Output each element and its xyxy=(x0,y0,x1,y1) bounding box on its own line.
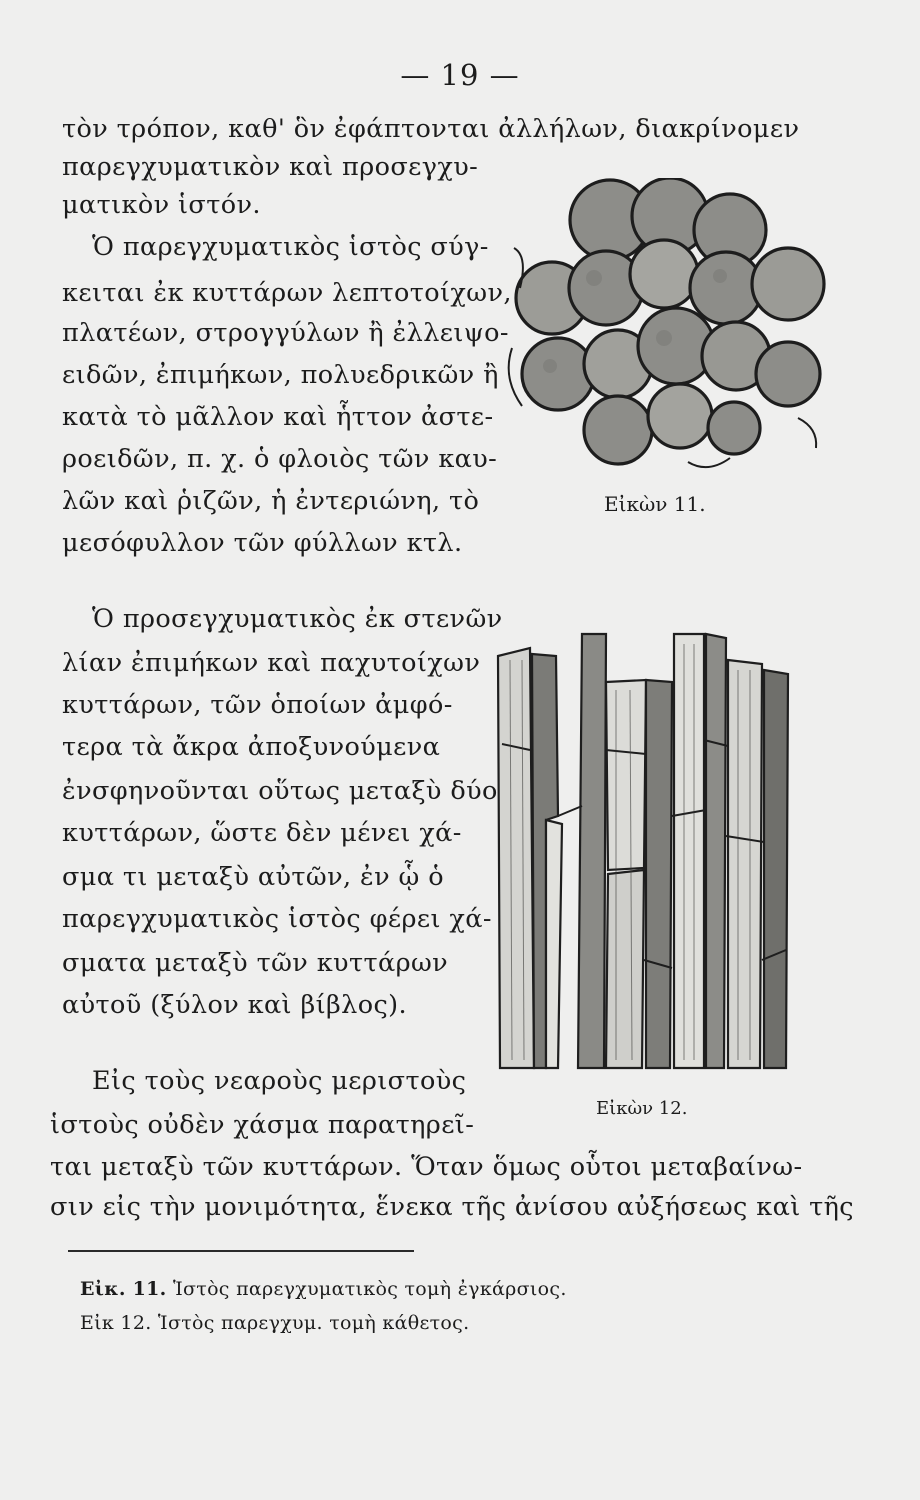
text-line: ἐνσφηνοῦνται οὕτως μεταξὺ δύο xyxy=(62,776,498,806)
text-line: κυττάρων, τῶν ὁποίων ἀμφό- xyxy=(62,690,453,720)
text-line: τερα τὰ ἄκρα ἀποξυνούμενα xyxy=(62,732,441,762)
text-line: ται μεταξὺ τῶν κυττάρων. Ὅταν ὅμως οὗτοι μεταβαίνω- xyxy=(50,1152,803,1182)
text-line: σιν εἰς τὴν μονιμότητα, ἕνεκα τῆς ἀνίσου αὐξήσεως καὶ τῆς xyxy=(50,1192,854,1222)
footnote-2-label: Εἰκ 12. xyxy=(80,1312,152,1334)
text-line: ροειδῶν, π. χ. ὁ φλοιὸς τῶν καυ- xyxy=(62,444,498,474)
footnote-rule xyxy=(68,1250,414,1252)
text-line: παρεγχυματικὸν καὶ προσεγχυ- xyxy=(62,152,479,182)
text-line: ματικὸν ἱστόν. xyxy=(62,190,261,220)
footnote-2-text: Ἱστὸς παρεγχυμ. τομὴ κάθετος. xyxy=(157,1312,470,1334)
text-line: τὸν τρόπον, καθ' ὃν ἐφάπτονται ἀλλήλων, διακρίνομεν xyxy=(62,114,800,144)
text-line: ειδῶν, ἐπιμήκων, πολυεδρικῶν ἢ xyxy=(62,360,499,390)
text-line: μεσόφυλλον τῶν φύλλων κτλ. xyxy=(62,528,463,558)
text-line: κατὰ τὸ μᾶλλον καὶ ἧττον ἀστε- xyxy=(62,402,494,432)
footnote-1-label: Εἰκ. 11. xyxy=(80,1278,167,1300)
page-number: — 19 — xyxy=(400,58,520,92)
footnote-1-text: Ἱστὸς παρεγχυματικὸς τομὴ ἐγκάρσιος. xyxy=(172,1278,567,1300)
text-line: Ὁ προσεγχυματικὸς ἐκ στενῶν xyxy=(92,604,503,634)
text-line: σματα μεταξὺ τῶν κυττάρων xyxy=(62,948,449,978)
figure-12-illustration xyxy=(486,620,812,1072)
text-line: αὐτοῦ (ξύλον καὶ βίβλος). xyxy=(62,990,407,1020)
footnote-1 xyxy=(80,1278,567,1300)
text-line: παρεγχυματικὸς ἱστὸς φέρει χά- xyxy=(62,904,492,934)
figure-11-illustration xyxy=(498,178,828,478)
text-line: κυττάρων, ὥστε δὲν μένει χά- xyxy=(62,818,462,848)
text-line: λίαν ἐπιμήκων καὶ παχυτοίχων xyxy=(62,648,481,678)
figure-11-caption: Εἰκὼν 11. xyxy=(604,492,706,516)
parenchyma-cells xyxy=(516,178,824,464)
text-line: Ὁ παρεγχυματικὸς ἱστὸς σύγ- xyxy=(92,232,489,262)
figure-12-caption: Εἰκὼν 12. xyxy=(596,1098,688,1119)
text-line: σμα τι μεταξὺ αὐτῶν, ἐν ᾧ ὁ xyxy=(62,862,444,892)
footnote-2 xyxy=(80,1312,469,1334)
text-line: λῶν καὶ ῥιζῶν, ἡ ἐντεριώνη, τὸ xyxy=(62,486,480,516)
text-line: Εἰς τοὺς νεαροὺς μεριστοὺς xyxy=(92,1066,467,1096)
text-line: κειται ἐκ κυττάρων λεπτοτοίχων, xyxy=(62,278,512,308)
text-line: ἱστοὺς οὐδὲν χάσμα παρατηρεῖ- xyxy=(50,1110,475,1140)
text-line: πλατέων, στρογγύλων ἢ ἐλλειψο- xyxy=(62,318,509,348)
